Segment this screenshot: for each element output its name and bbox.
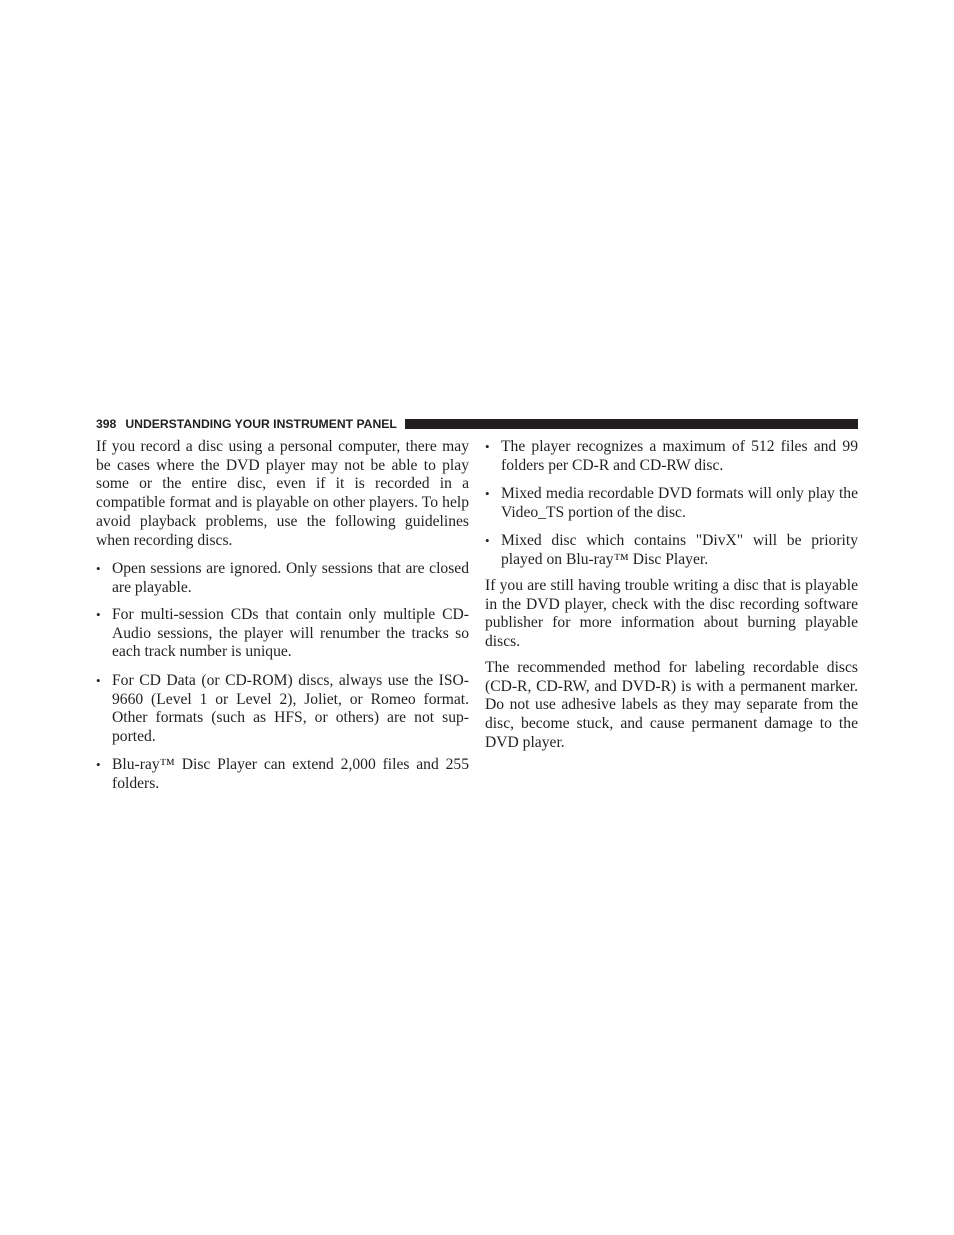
bullet-item: • Blu-ray™ Disc Player can extend 2,000 files and 255 folders. [112, 756, 469, 793]
troubleshooting-paragraph: If you are still having trouble writing a disc that is playable in the DVD player, check with the disc recording software publisher for more information about burning playable discs. [485, 577, 858, 651]
page-header [96, 416, 858, 432]
bullet-item: • For CD Data (or CD-ROM) discs, always use the ISO-9660 (Level 1 or Level 2), Joliet, or Romeo format. Other formats (such as HFS, or others) are not supported. [112, 672, 469, 747]
bullet-item: • The player recognizes a maximum of 512 files and 99 folders per CD-R and CD-RW disc. [501, 438, 858, 475]
bullet-item: • Mixed disc which contains "DivX" will be priority played on Blu-ray™ Disc Player. [501, 532, 858, 569]
bullet-item: • Open sessions are ignored. Only sessions that are closed are playable. [112, 560, 469, 597]
page-number: 398 [96, 417, 117, 431]
section-title: UNDERSTANDING YOUR INSTRUMENT PANEL [125, 417, 397, 431]
header-rule [405, 419, 858, 429]
intro-paragraph: If you record a disc using a personal computer, there may be cases where the DVD player may not be able to play some or the entire disc, even if it is recorded in a compatible format and is playable on other players. To help avoid playback problems, use the following guidelines when recording discs. [96, 438, 469, 549]
bullet-item: • For multi-session CDs that contain only multiple CD-Audio sessions, the player will renumber the tracks so each track number is unique. [112, 606, 469, 662]
labeling-paragraph: The recommended method for labeling recordable discs (CD-R, CD-RW, and DVD-R) is with a permanent marker. Do not use adhesive labels as they may separate from the disc, become stuck, and cause permanent damage to the DVD player. [485, 659, 858, 751]
bullet-item: • Mixed media recordable DVD formats will only play the Video_TS portion of the disc. [501, 485, 858, 522]
